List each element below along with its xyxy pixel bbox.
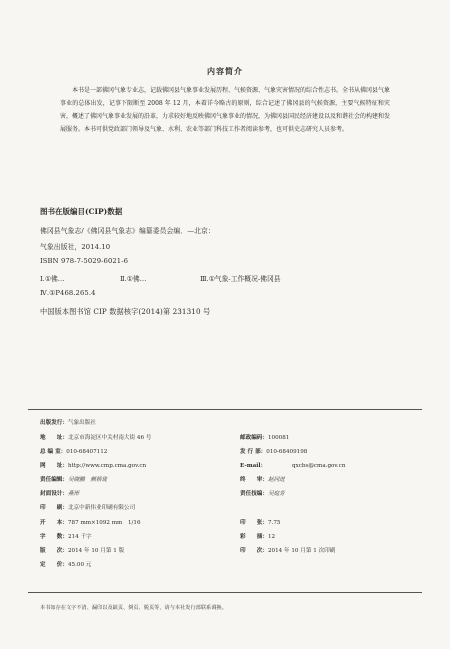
- reviewer-value: 赵同进: [267, 477, 285, 483]
- publisher-label: 出版发行：: [40, 420, 68, 426]
- editor-value: 吴晓鹏 颜娇珑: [67, 477, 108, 483]
- editorial-phone-value: 010-68407112: [66, 449, 108, 455]
- words-label: 字 数：: [40, 534, 68, 540]
- edition-row: [40, 546, 124, 554]
- cover-design-row: [40, 489, 79, 497]
- cip-publisher-line: 气象出版社，2014.10: [40, 243, 111, 251]
- imprint-top-rule: [28, 409, 422, 410]
- email-label: E-mail：: [240, 463, 267, 469]
- cip-isbn-line: ISBN 978-7-5029-6021-6: [40, 257, 129, 265]
- edition-value: 2014 年 10 月第 1 版: [67, 548, 125, 554]
- intro-title: 内容简介: [207, 66, 243, 76]
- printer-row: [40, 503, 135, 511]
- words-value: 214 千字: [67, 534, 92, 540]
- insert-label: 彩 插：: [240, 534, 268, 540]
- cip-title-line: 佛冈县气象志/《佛冈县气象志》编纂委员会编．—北京：: [40, 227, 215, 235]
- email-value: qxcbs@cma.gov.cn: [292, 463, 346, 469]
- price-value: 45.00 元: [67, 562, 92, 568]
- tech-editor-row: [240, 489, 285, 497]
- intro-body: 本书是一部佛冈气象专业志，记载佛冈县气象事业发展历程、气候资源、气象灾害情况的综合性志书。全书从佛冈县气象事业的总体出发，记事下限断至 2008 年 12 月，本着详今略古的原则，综合记述了佛冈县的气候资源，主要气候特征和灾害，概述了佛冈气象事业发展的沿革，力求较好地反映佛冈气象事业的情况，为佛冈县国民经济建设以及和谐社会的构建和发展服务。本书可供党政部门领导及气象、水利、农业等部门科技工作者阅读参考，也可供史志研究人员参考。: [60, 87, 391, 133]
- price-row: [40, 560, 91, 568]
- address-label: 地 址：: [40, 435, 68, 441]
- format-label: 开 本：: [40, 520, 68, 526]
- sheets-row: [240, 518, 280, 526]
- printer-label: 印 刷：: [40, 505, 68, 511]
- postcode-value: 100081: [267, 435, 290, 441]
- format-row: [40, 518, 141, 526]
- imprint-bottom-rule: [28, 592, 422, 593]
- editorial-phone-row: [40, 447, 107, 455]
- cip-heading: 图书在版编目(CIP)数据: [40, 207, 123, 216]
- editor-row: [40, 475, 107, 483]
- cover-design-label: 封面设计：: [40, 491, 68, 497]
- format-value: 787 mm×1092 mm 1/16: [67, 520, 141, 526]
- address-row: [40, 433, 151, 441]
- distribution-value: 010-68409198: [266, 449, 308, 455]
- cip-clc-line: Ⅳ.①P468.265.4: [40, 289, 96, 297]
- cip-class-3: Ⅲ.①气象-工作概况-佛冈县: [200, 275, 281, 283]
- address-value: 北京市海淀区中关村南大街 46 号: [67, 435, 152, 441]
- sheets-value: 7.75: [267, 520, 281, 526]
- email-row: [240, 461, 345, 469]
- editor-label: 责任编辑：: [40, 477, 68, 483]
- postcode-row: [240, 433, 289, 441]
- tech-editor-label: 责任技编：: [240, 491, 268, 497]
- cover-design-value: 燕彤: [67, 491, 80, 497]
- publisher-value: 气象出版社: [67, 420, 96, 426]
- website-row: [40, 461, 146, 469]
- website-label: 网 址：: [40, 463, 68, 469]
- website-value: http://www.cmp.cma.gov.cn: [67, 463, 147, 469]
- cip-record-line: 中国版本图书馆 CIP 数据核字(2014)第 231310 号: [40, 307, 211, 316]
- price-label: 定 价：: [40, 562, 68, 568]
- impression-row: [240, 546, 335, 554]
- postcode-label: 邮政编码：: [240, 435, 268, 441]
- words-row: [40, 532, 92, 540]
- printer-value: 北京中新伟业印刷有限公司: [67, 505, 136, 511]
- impression-value: 2014 年 10 月第 1 次印刷: [267, 548, 336, 554]
- edition-label: 版 次：: [40, 548, 68, 554]
- tech-editor-value: 吴庭芳: [267, 491, 285, 497]
- reviewer-label: 终 审：: [240, 477, 268, 483]
- reviewer-row: [240, 475, 285, 483]
- cip-class-1: Ⅰ.①佛…: [40, 275, 65, 283]
- publisher-row: [40, 418, 96, 426]
- impression-label: 印 次：: [240, 548, 268, 554]
- cip-classification-line: [40, 273, 281, 283]
- sheets-label: 印 张：: [240, 520, 268, 526]
- distribution-row: [240, 447, 307, 455]
- editorial-phone-label: 总 编 室：: [40, 449, 67, 455]
- insert-value: 12: [267, 534, 276, 540]
- footer-note: 本书如存在文字不清、漏印以及缺页、倒页、脱页等，请与本社发行部联系调换。: [40, 605, 227, 611]
- cip-class-2: Ⅱ.①佛…: [120, 275, 147, 283]
- distribution-label: 发 行 部：: [240, 449, 267, 455]
- insert-row: [240, 532, 275, 540]
